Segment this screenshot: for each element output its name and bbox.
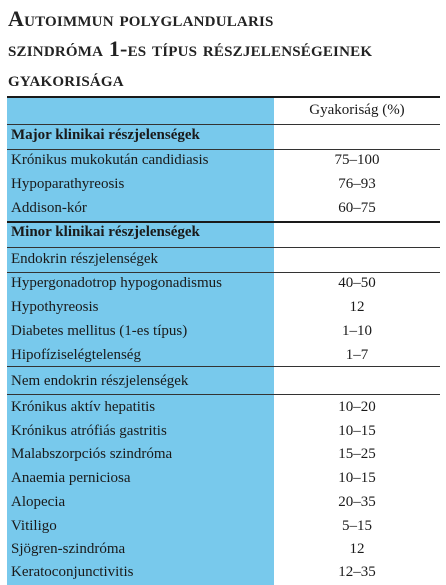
divider <box>7 247 440 248</box>
row-label: Hypergonadotrop hypogonadismus <box>11 275 222 291</box>
row-value: 1–7 <box>345 347 369 363</box>
row-value: 10–15 <box>338 423 376 439</box>
row-value: 60–75 <box>338 200 376 216</box>
row-label: Malabszorpciós szindróma <box>11 446 173 462</box>
row-value: 1–10 <box>342 323 372 339</box>
frequency-table <box>7 96 440 585</box>
row-label: Diabetes mellitus (1-es típus) <box>11 323 188 339</box>
row-label: Addison-kór <box>11 200 87 216</box>
page-title <box>8 4 444 94</box>
table-row <box>7 423 440 447</box>
table-row <box>7 564 440 585</box>
row-value: 12–35 <box>338 564 376 580</box>
table-row <box>7 541 440 565</box>
table-row <box>7 299 440 323</box>
title-line-1: Autoimmun polyglandularis <box>8 6 274 31</box>
section-heading-label: Major klinikai részjelenségek <box>11 127 200 143</box>
row-value: 12 <box>349 299 365 315</box>
table-row <box>7 323 440 347</box>
row-value: 40–50 <box>338 275 376 291</box>
row-value: 5–15 <box>342 518 372 534</box>
table-header-row <box>7 96 440 124</box>
divider <box>7 394 440 395</box>
row-value: 76–93 <box>338 176 376 192</box>
row-label: Anaemia perniciosa <box>11 470 131 486</box>
row-label: Hipofíziselégtelenség <box>11 347 141 363</box>
table-row <box>7 275 440 299</box>
row-label: Vitiligo <box>11 518 57 534</box>
row-label: Alopecia <box>11 494 66 510</box>
section-heading-minor <box>7 224 440 248</box>
title-line-3: gyakorisága <box>8 66 124 91</box>
table-row <box>7 347 440 371</box>
table-row <box>7 399 440 423</box>
divider <box>7 221 440 223</box>
row-label: Hypothyreosis <box>11 299 99 315</box>
table-row <box>7 518 440 542</box>
section-heading-major <box>7 125 440 149</box>
row-label: Keratoconjunctivitis <box>11 564 134 580</box>
row-value: 10–15 <box>338 470 376 486</box>
row-value: 10–20 <box>338 399 376 415</box>
row-value: 12 <box>349 541 365 557</box>
table-row <box>7 176 440 200</box>
divider <box>7 366 440 367</box>
divider <box>7 149 440 150</box>
table-row <box>7 494 440 518</box>
table-row <box>7 152 440 176</box>
table-row <box>7 470 440 494</box>
row-label: Krónikus atrófiás gastritis <box>11 423 167 439</box>
row-label: Krónikus mukokután candidiasis <box>11 152 209 168</box>
section-heading-label: Minor klinikai részjelenségek <box>11 224 200 240</box>
row-label: Krónikus aktív hepatitis <box>11 399 156 415</box>
row-value: 15–25 <box>338 446 376 462</box>
row-label: Hypoparathyreosis <box>11 176 125 192</box>
row-value: 75–100 <box>334 152 380 168</box>
title-line-2: szindróma 1-es típus részjelenségeinek <box>8 36 373 61</box>
subsection-heading-label: Nem endokrin részjelenségek <box>11 373 189 389</box>
subsection-heading-label: Endokrin részjelenségek <box>11 251 159 267</box>
row-label: Sjögren-szindróma <box>11 541 126 557</box>
table-row <box>7 446 440 470</box>
row-value: 20–35 <box>338 494 376 510</box>
frequency-column-header: Gyakoriság (%) <box>309 102 405 118</box>
divider <box>7 272 440 273</box>
